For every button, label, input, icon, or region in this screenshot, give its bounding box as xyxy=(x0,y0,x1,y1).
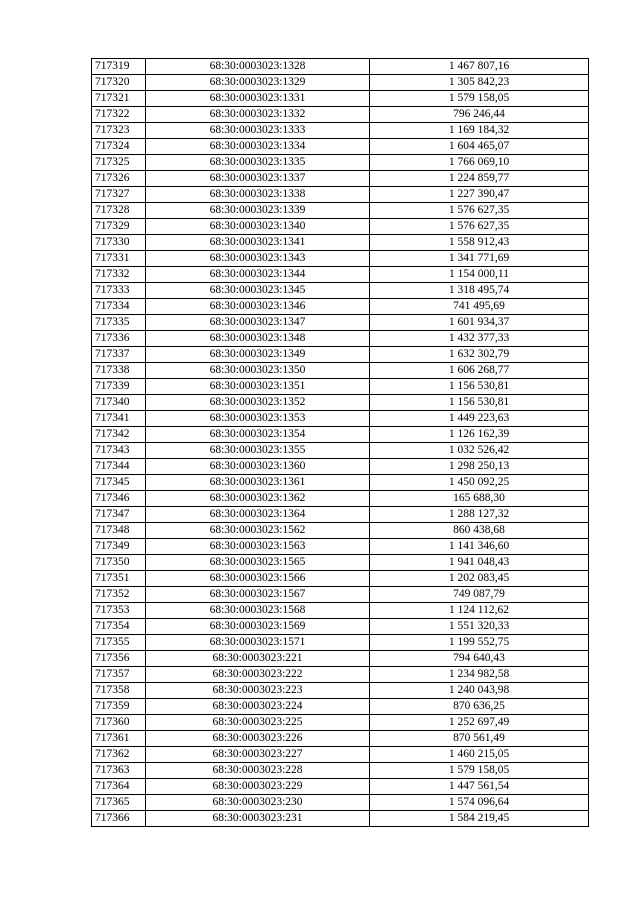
cadastral-number-cell: 68:30:0003023:226 xyxy=(146,731,370,747)
row-id-cell: 717332 xyxy=(92,267,146,283)
row-id-cell: 717338 xyxy=(92,363,146,379)
cadastral-number-cell: 68:30:0003023:1361 xyxy=(146,475,370,491)
row-id-cell: 717350 xyxy=(92,555,146,571)
row-id-cell: 717362 xyxy=(92,747,146,763)
table-row xyxy=(92,75,589,91)
row-id-cell: 717328 xyxy=(92,203,146,219)
table-row xyxy=(92,411,589,427)
row-id-cell: 717325 xyxy=(92,155,146,171)
table-row xyxy=(92,219,589,235)
cadastral-value-cell: 860 438,68 xyxy=(370,523,589,539)
table-row xyxy=(92,587,589,603)
cadastral-number-cell: 68:30:0003023:1338 xyxy=(146,187,370,203)
cadastral-number-cell: 68:30:0003023:1333 xyxy=(146,123,370,139)
table-row xyxy=(92,123,589,139)
table-row xyxy=(92,299,589,315)
cadastral-number-cell: 68:30:0003023:1328 xyxy=(146,59,370,75)
cadastral-number-cell: 68:30:0003023:1571 xyxy=(146,635,370,651)
table-row xyxy=(92,267,589,283)
cadastral-number-cell: 68:30:0003023:1331 xyxy=(146,91,370,107)
row-id-cell: 717345 xyxy=(92,475,146,491)
table-row xyxy=(92,555,589,571)
row-id-cell: 717364 xyxy=(92,779,146,795)
table-row xyxy=(92,395,589,411)
row-id-cell: 717326 xyxy=(92,171,146,187)
row-id-cell: 717344 xyxy=(92,459,146,475)
cadastral-number-cell: 68:30:0003023:1329 xyxy=(146,75,370,91)
table-row xyxy=(92,283,589,299)
row-id-cell: 717330 xyxy=(92,235,146,251)
row-id-cell: 717353 xyxy=(92,603,146,619)
table-row xyxy=(92,459,589,475)
cadastral-value-cell: 1 252 697,49 xyxy=(370,715,589,731)
cadastral-value-cell: 1 584 219,45 xyxy=(370,811,589,827)
cadastral-number-cell: 68:30:0003023:1351 xyxy=(146,379,370,395)
cadastral-value-cell: 1 576 627,35 xyxy=(370,203,589,219)
row-id-cell: 717349 xyxy=(92,539,146,555)
cadastral-value-cell: 1 126 162,39 xyxy=(370,427,589,443)
cadastral-value-cell: 1 240 043,98 xyxy=(370,683,589,699)
row-id-cell: 717356 xyxy=(92,651,146,667)
cadastral-number-cell: 68:30:0003023:227 xyxy=(146,747,370,763)
cadastral-value-cell: 1 141 346,60 xyxy=(370,539,589,555)
cadastral-number-cell: 68:30:0003023:1348 xyxy=(146,331,370,347)
table-row xyxy=(92,715,589,731)
row-id-cell: 717363 xyxy=(92,763,146,779)
table-row xyxy=(92,811,589,827)
row-id-cell: 717323 xyxy=(92,123,146,139)
cadastral-value-cell: 1 032 526,42 xyxy=(370,443,589,459)
table-row xyxy=(92,107,589,123)
cadastral-value-cell: 1 941 048,43 xyxy=(370,555,589,571)
row-id-cell: 717355 xyxy=(92,635,146,651)
row-id-cell: 717348 xyxy=(92,523,146,539)
cadastral-value-cell: 1 298 250,13 xyxy=(370,459,589,475)
cadastral-value-cell: 796 246,44 xyxy=(370,107,589,123)
cadastral-number-cell: 68:30:0003023:1339 xyxy=(146,203,370,219)
table-row xyxy=(92,91,589,107)
cadastral-number-cell: 68:30:0003023:1567 xyxy=(146,587,370,603)
cadastral-value-cell: 1 227 390,47 xyxy=(370,187,589,203)
cadastral-number-cell: 68:30:0003023:1332 xyxy=(146,107,370,123)
table-row xyxy=(92,523,589,539)
cadastral-number-cell: 68:30:0003023:1335 xyxy=(146,155,370,171)
cadastral-value-cell: 1 574 096,64 xyxy=(370,795,589,811)
cadastral-value-cell: 1 579 158,05 xyxy=(370,763,589,779)
row-id-cell: 717331 xyxy=(92,251,146,267)
table-row xyxy=(92,779,589,795)
row-id-cell: 717329 xyxy=(92,219,146,235)
row-id-cell: 717342 xyxy=(92,427,146,443)
cadastral-value-cell: 1 288 127,32 xyxy=(370,507,589,523)
cadastral-value-cell: 1 460 215,05 xyxy=(370,747,589,763)
table-row xyxy=(92,59,589,75)
cadastral-value-cell: 1 447 561,54 xyxy=(370,779,589,795)
cadastral-number-cell: 68:30:0003023:1341 xyxy=(146,235,370,251)
cadastral-value-cell: 1 449 223,63 xyxy=(370,411,589,427)
cadastral-number-cell: 68:30:0003023:225 xyxy=(146,715,370,731)
table-row xyxy=(92,235,589,251)
cadastral-number-cell: 68:30:0003023:1353 xyxy=(146,411,370,427)
row-id-cell: 717341 xyxy=(92,411,146,427)
row-id-cell: 717320 xyxy=(92,75,146,91)
cadastral-number-cell: 68:30:0003023:1345 xyxy=(146,283,370,299)
cadastral-number-cell: 68:30:0003023:222 xyxy=(146,667,370,683)
cadastral-value-cell: 1 234 982,58 xyxy=(370,667,589,683)
cadastral-value-cell: 1 467 807,16 xyxy=(370,59,589,75)
table-row xyxy=(92,539,589,555)
row-id-cell: 717339 xyxy=(92,379,146,395)
cadastral-number-cell: 68:30:0003023:229 xyxy=(146,779,370,795)
row-id-cell: 717335 xyxy=(92,315,146,331)
cadastral-number-cell: 68:30:0003023:230 xyxy=(146,795,370,811)
cadastral-value-cell: 1 606 268,77 xyxy=(370,363,589,379)
table-row xyxy=(92,331,589,347)
cadastral-number-cell: 68:30:0003023:1565 xyxy=(146,555,370,571)
cadastral-value-cell: 1 318 495,74 xyxy=(370,283,589,299)
cadastral-value-cell: 1 558 912,43 xyxy=(370,235,589,251)
row-id-cell: 717334 xyxy=(92,299,146,315)
table-row xyxy=(92,315,589,331)
cadastral-value-cell: 1 305 842,23 xyxy=(370,75,589,91)
cadastral-value-cell: 1 154 000,11 xyxy=(370,267,589,283)
table-row xyxy=(92,763,589,779)
table-row xyxy=(92,603,589,619)
cadastral-value-cell: 749 087,79 xyxy=(370,587,589,603)
table-row xyxy=(92,651,589,667)
cadastral-number-cell: 68:30:0003023:1340 xyxy=(146,219,370,235)
cadastral-number-cell: 68:30:0003023:1347 xyxy=(146,315,370,331)
cadastral-value-cell: 741 495,69 xyxy=(370,299,589,315)
cadastral-number-cell: 68:30:0003023:224 xyxy=(146,699,370,715)
table-row xyxy=(92,795,589,811)
table-row xyxy=(92,203,589,219)
row-id-cell: 717340 xyxy=(92,395,146,411)
cadastral-number-cell: 68:30:0003023:231 xyxy=(146,811,370,827)
table-body xyxy=(92,59,589,827)
row-id-cell: 717366 xyxy=(92,811,146,827)
cadastral-number-cell: 68:30:0003023:1349 xyxy=(146,347,370,363)
cadastral-value-cell: 1 224 859,77 xyxy=(370,171,589,187)
cadastral-number-cell: 68:30:0003023:1352 xyxy=(146,395,370,411)
cadastral-value-table xyxy=(91,58,589,827)
cadastral-value-cell: 1 601 934,37 xyxy=(370,315,589,331)
cadastral-value-cell: 1 341 771,69 xyxy=(370,251,589,267)
row-id-cell: 717346 xyxy=(92,491,146,507)
row-id-cell: 717337 xyxy=(92,347,146,363)
row-id-cell: 717351 xyxy=(92,571,146,587)
table-row xyxy=(92,363,589,379)
table-row xyxy=(92,139,589,155)
table-row xyxy=(92,347,589,363)
cadastral-value-cell: 1 766 069,10 xyxy=(370,155,589,171)
row-id-cell: 717343 xyxy=(92,443,146,459)
cadastral-number-cell: 68:30:0003023:1362 xyxy=(146,491,370,507)
cadastral-number-cell: 68:30:0003023:1566 xyxy=(146,571,370,587)
row-id-cell: 717324 xyxy=(92,139,146,155)
cadastral-value-cell: 1 576 627,35 xyxy=(370,219,589,235)
cadastral-value-cell: 1 156 530,81 xyxy=(370,395,589,411)
cadastral-number-cell: 68:30:0003023:1569 xyxy=(146,619,370,635)
table-row xyxy=(92,379,589,395)
cadastral-number-cell: 68:30:0003023:1355 xyxy=(146,443,370,459)
cadastral-number-cell: 68:30:0003023:1562 xyxy=(146,523,370,539)
cadastral-number-cell: 68:30:0003023:1360 xyxy=(146,459,370,475)
cadastral-value-cell: 1 432 377,33 xyxy=(370,331,589,347)
table-row xyxy=(92,187,589,203)
row-id-cell: 717333 xyxy=(92,283,146,299)
table-row xyxy=(92,699,589,715)
row-id-cell: 717319 xyxy=(92,59,146,75)
table-row xyxy=(92,619,589,635)
cadastral-value-cell: 1 199 552,75 xyxy=(370,635,589,651)
table-row xyxy=(92,747,589,763)
cadastral-value-cell: 1 124 112,62 xyxy=(370,603,589,619)
row-id-cell: 717361 xyxy=(92,731,146,747)
row-id-cell: 717358 xyxy=(92,683,146,699)
table-row xyxy=(92,155,589,171)
row-id-cell: 717357 xyxy=(92,667,146,683)
cadastral-number-cell: 68:30:0003023:1337 xyxy=(146,171,370,187)
cadastral-number-cell: 68:30:0003023:1364 xyxy=(146,507,370,523)
cadastral-value-cell: 1 156 530,81 xyxy=(370,379,589,395)
cadastral-number-cell: 68:30:0003023:1350 xyxy=(146,363,370,379)
table-row xyxy=(92,571,589,587)
table-row xyxy=(92,507,589,523)
table-row xyxy=(92,731,589,747)
cadastral-number-cell: 68:30:0003023:1343 xyxy=(146,251,370,267)
table-row xyxy=(92,171,589,187)
row-id-cell: 717322 xyxy=(92,107,146,123)
cadastral-number-cell: 68:30:0003023:221 xyxy=(146,651,370,667)
table-row xyxy=(92,683,589,699)
cadastral-value-cell: 165 688,30 xyxy=(370,491,589,507)
cadastral-value-cell: 1 202 083,45 xyxy=(370,571,589,587)
row-id-cell: 717327 xyxy=(92,187,146,203)
table-row xyxy=(92,491,589,507)
cadastral-value-cell: 794 640,43 xyxy=(370,651,589,667)
row-id-cell: 717347 xyxy=(92,507,146,523)
table-row xyxy=(92,475,589,491)
row-id-cell: 717352 xyxy=(92,587,146,603)
row-id-cell: 717321 xyxy=(92,91,146,107)
cadastral-value-cell: 1 632 302,79 xyxy=(370,347,589,363)
cadastral-number-cell: 68:30:0003023:1354 xyxy=(146,427,370,443)
cadastral-value-cell: 870 561,49 xyxy=(370,731,589,747)
cadastral-number-cell: 68:30:0003023:1568 xyxy=(146,603,370,619)
table-row xyxy=(92,443,589,459)
cadastral-number-cell: 68:30:0003023:1334 xyxy=(146,139,370,155)
cadastral-value-cell: 1 551 320,33 xyxy=(370,619,589,635)
cadastral-value-cell: 1 450 092,25 xyxy=(370,475,589,491)
cadastral-number-cell: 68:30:0003023:223 xyxy=(146,683,370,699)
cadastral-number-cell: 68:30:0003023:1344 xyxy=(146,267,370,283)
cadastral-value-cell: 1 579 158,05 xyxy=(370,91,589,107)
row-id-cell: 717354 xyxy=(92,619,146,635)
cadastral-value-cell: 870 636,25 xyxy=(370,699,589,715)
row-id-cell: 717359 xyxy=(92,699,146,715)
cadastral-number-cell: 68:30:0003023:228 xyxy=(146,763,370,779)
cadastral-number-cell: 68:30:0003023:1346 xyxy=(146,299,370,315)
table-row xyxy=(92,251,589,267)
row-id-cell: 717360 xyxy=(92,715,146,731)
table-row xyxy=(92,667,589,683)
row-id-cell: 717336 xyxy=(92,331,146,347)
cadastral-value-cell: 1 604 465,07 xyxy=(370,139,589,155)
table-row xyxy=(92,427,589,443)
cadastral-number-cell: 68:30:0003023:1563 xyxy=(146,539,370,555)
row-id-cell: 717365 xyxy=(92,795,146,811)
table-row xyxy=(92,635,589,651)
cadastral-value-cell: 1 169 184,32 xyxy=(370,123,589,139)
